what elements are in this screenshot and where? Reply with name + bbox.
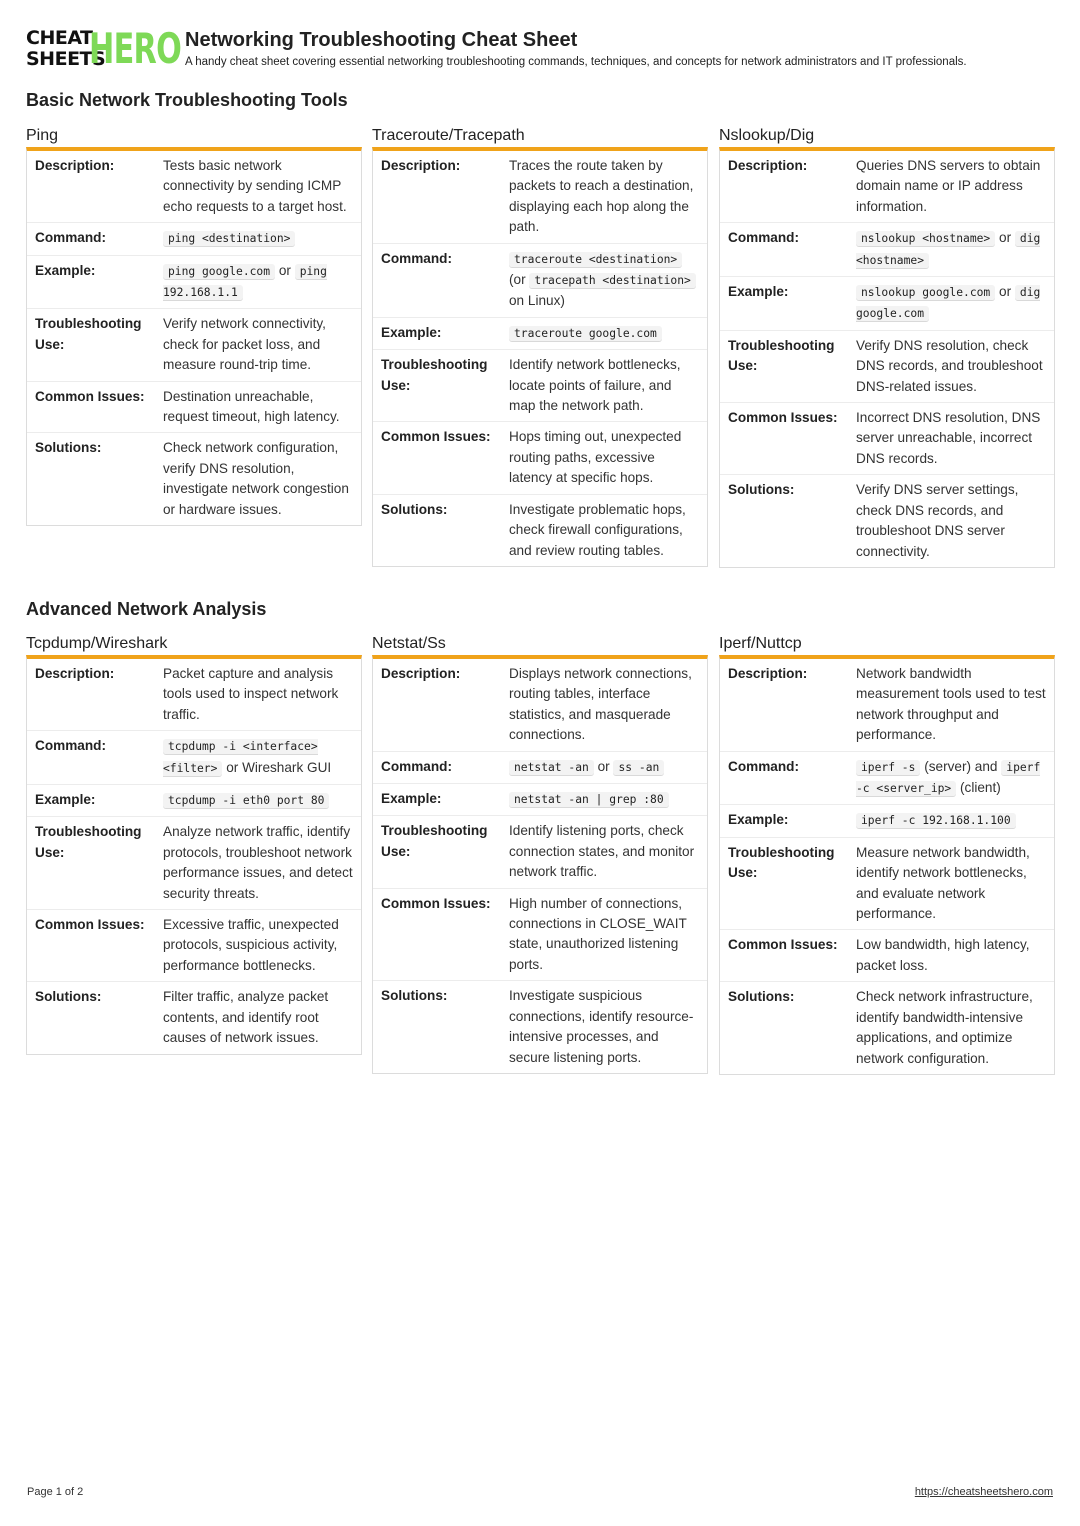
row-label: Solutions: [373, 494, 501, 566]
row-label: Common Issues: [720, 403, 848, 475]
table-row [720, 223, 1054, 277]
table-row [27, 255, 361, 309]
row-value: Displays network connections, routing tables, interface statistics, and masquerade connections. [509, 666, 692, 743]
table-row [27, 309, 361, 381]
row-value: Investigate suspicious connections, identify resource-intensive processes, and secure listening ports. [501, 981, 707, 1073]
card-ping [26, 125, 362, 526]
row-label: Troubleshooting Use: [373, 816, 501, 888]
row-label: Command: [373, 243, 501, 317]
row-label: Solutions: [720, 982, 848, 1074]
inline-text: on Linux) [509, 293, 565, 309]
table-row [27, 433, 361, 525]
inline-text: or Wireshark GUI [226, 759, 332, 775]
row-value: Investigate problematic hops, check firewall configurations, and review routing tables. [501, 494, 707, 566]
code-snippet: traceroute google.com [509, 326, 662, 341]
card-title: Iperf/Nuttcp [719, 635, 802, 652]
row-value: Identify listening ports, check connection states, and monitor network traffic. [501, 816, 707, 888]
table-row [373, 350, 707, 422]
code-snippet: netstat -an [509, 760, 594, 775]
row-value: Hops timing out, unexpected routing paths, excessive latency at specific hops. [501, 422, 707, 494]
row-value: Network bandwidth measurement tools used to test network throughput and performance. [856, 666, 1046, 743]
table-row [720, 330, 1054, 402]
table-row [373, 422, 707, 494]
inline-text: or [597, 758, 610, 774]
row-label: Common Issues: [373, 888, 501, 981]
card-title: Traceroute/Tracepath [372, 127, 525, 144]
table-row [27, 817, 361, 910]
row-value: High number of connections, connections in CLOSE_WAIT state, unauthorized listening ports. [501, 888, 707, 981]
row-value: Check network configuration, verify DNS resolution, investigate network congestion or hardware issues. [155, 433, 361, 525]
code-snippet: tcpdump -i <interface> <filter> [163, 740, 318, 775]
code-snippet: nslookup <hostname> [856, 231, 995, 246]
code-snippet: dig google.com [856, 286, 1041, 321]
row-label: Description: [381, 158, 461, 173]
row-label: Command: [720, 751, 848, 805]
table-row [373, 151, 707, 243]
table-row [373, 981, 707, 1073]
page-header [26, 24, 1056, 74]
page-number: Page 1 of 2 [27, 1486, 84, 1498]
row-value: Check network infrastructure, identify bandwidth-intensive applications, and optimize network configuration. [848, 982, 1054, 1074]
table-row [720, 837, 1054, 930]
card-table [372, 147, 708, 567]
code-snippet: traceroute <destination> [509, 252, 682, 267]
inline-text: (client) [960, 780, 1001, 796]
code-snippet: ping 192.168.1.1 [163, 264, 327, 300]
code-snippet: ping google.com [163, 264, 275, 279]
code-snippet: ping <destination> [163, 231, 295, 246]
row-value [155, 731, 361, 785]
table-row [373, 888, 707, 981]
row-label: Troubleshooting Use: [27, 817, 155, 910]
row-label: Description: [35, 666, 115, 681]
row-value: Verify network connectivity, check for packet loss, and measure round-trip time. [155, 309, 361, 381]
row-label: Command: [27, 731, 155, 785]
row-value [848, 277, 1054, 331]
card-traceroute-tracepath [372, 125, 708, 567]
card-tcpdump-wireshark [26, 633, 362, 1055]
row-label: Example: [373, 317, 501, 349]
page-subtitle: A handy cheat sheet covering essential networking troubleshooting commands, techniques, and concepts for network administrators and IT professionals. [185, 56, 967, 68]
table-row [720, 930, 1054, 982]
page-title: Networking Troubleshooting Cheat Sheet [185, 29, 578, 51]
row-value [848, 223, 1054, 277]
row-label: Description: [35, 158, 115, 173]
card-table [719, 147, 1055, 568]
section-title-advanced: Advanced Network Analysis [26, 599, 267, 619]
row-value: Destination unreachable, request timeout, high latency. [155, 381, 361, 433]
code-snippet: ss -an [613, 760, 664, 775]
table-row [720, 805, 1054, 837]
row-label: Command: [720, 223, 848, 277]
row-value [501, 243, 707, 317]
inline-text: or [999, 284, 1012, 300]
table-row [720, 151, 1054, 223]
row-label: Common Issues: [720, 930, 848, 982]
code-snippet: netstat -an | grep :80 [509, 792, 669, 807]
card-nslookup-dig [719, 125, 1055, 568]
row-label: Description: [728, 158, 808, 173]
card-title: Tcpdump/Wireshark [26, 635, 168, 652]
row-label: Common Issues: [27, 381, 155, 433]
card-title: Netstat/Ss [372, 635, 446, 652]
table-row [27, 659, 361, 731]
table-row [373, 317, 707, 349]
row-value [501, 317, 707, 349]
row-value [848, 805, 1054, 837]
code-snippet: dig <hostname> [856, 232, 1041, 267]
table-row [720, 403, 1054, 475]
table-row [720, 659, 1054, 751]
row-value [155, 785, 361, 817]
row-value: Measure network bandwidth, identify network bottlenecks, and evaluate network performance. [848, 837, 1054, 930]
table-row [720, 751, 1054, 805]
card-table [26, 147, 362, 526]
inline-text: or [278, 262, 291, 278]
cheatsheetshero-logo[interactable] [26, 24, 182, 73]
table-row [720, 277, 1054, 331]
row-label: Troubleshooting Use: [373, 350, 501, 422]
table-row [27, 910, 361, 982]
row-value [848, 751, 1054, 805]
table-row [27, 785, 361, 817]
site-link[interactable]: https://cheatsheetshero.com [914, 1486, 1053, 1498]
row-label: Description: [728, 666, 808, 681]
row-label: Common Issues: [373, 422, 501, 494]
row-value: Verify DNS resolution, check DNS records, and troubleshoot DNS-related issues. [848, 330, 1054, 402]
row-label: Common Issues: [27, 910, 155, 982]
row-value: Tests basic network connectivity by sending ICMP echo requests to a target host. [163, 158, 347, 214]
card-iperf-nuttcp [719, 633, 1055, 1075]
row-label: Example: [373, 784, 501, 816]
row-value: Identify network bottlenecks, locate points of failure, and map the network path. [501, 350, 707, 422]
row-value [501, 784, 707, 816]
table-row [27, 381, 361, 433]
inline-text: (server) and [924, 758, 998, 774]
table-row [373, 659, 707, 751]
row-label: Example: [720, 805, 848, 837]
row-label: Command: [373, 751, 501, 783]
card-title: Ping [26, 127, 59, 144]
row-value: Verify DNS server settings, check DNS records, and troubleshoot DNS server connectivity. [848, 475, 1054, 567]
code-snippet: iperf -c 192.168.1.100 [856, 813, 1016, 828]
table-row [27, 223, 361, 255]
section-title-basic: Basic Network Troubleshooting Tools [26, 90, 348, 110]
row-value: Analyze network traffic, identify protocols, troubleshoot network performance issues, and detect security threats. [155, 817, 361, 910]
row-label: Troubleshooting Use: [720, 330, 848, 402]
card-table [372, 655, 708, 1074]
table-row [373, 751, 707, 783]
code-snippet: nslookup google.com [856, 285, 995, 300]
row-label: Troubleshooting Use: [720, 837, 848, 930]
row-label: Description: [381, 666, 461, 681]
card-table [26, 655, 362, 1055]
row-value: Queries DNS servers to obtain domain name or IP address information. [856, 158, 1041, 214]
row-value: Packet capture and analysis tools used to inspect network traffic. [163, 666, 339, 722]
row-value [501, 751, 707, 783]
table-row [373, 243, 707, 317]
row-value: Incorrect DNS resolution, DNS server unreachable, incorrect DNS records. [848, 403, 1054, 475]
inline-text: or [999, 230, 1012, 246]
logo-sheets-text: SHEETS [26, 48, 106, 70]
table-row [27, 151, 361, 223]
inline-text: (or [509, 272, 526, 288]
code-snippet: iperf -c <server_ip> [856, 760, 1041, 796]
row-label: Solutions: [27, 433, 155, 525]
card-netstat-ss [372, 633, 708, 1074]
row-label: Example: [27, 255, 155, 309]
row-value [155, 255, 361, 309]
table-row [720, 982, 1054, 1074]
table-row [373, 816, 707, 888]
row-value: Excessive traffic, unexpected protocols, suspicious activity, performance bottlenecks. [155, 910, 361, 982]
code-snippet: tracepath <destination> [529, 273, 695, 288]
card-title: Nslookup/Dig [719, 127, 815, 144]
code-snippet: tcpdump -i eth0 port 80 [163, 793, 329, 808]
table-row [373, 494, 707, 566]
logo-hero-text: HERO [89, 24, 182, 73]
row-label: Example: [720, 277, 848, 331]
table-row [373, 784, 707, 816]
row-label: Example: [27, 785, 155, 817]
table-row [720, 475, 1054, 567]
row-label: Solutions: [27, 982, 155, 1054]
row-label: Troubleshooting Use: [27, 309, 155, 381]
table-row [27, 982, 361, 1054]
row-label: Solutions: [373, 981, 501, 1073]
code-snippet: iperf -s [856, 760, 920, 775]
row-value: Filter traffic, analyze packet contents, and identify root causes of network issues. [155, 982, 361, 1054]
table-row [27, 731, 361, 785]
row-label: Command: [27, 223, 155, 255]
row-label: Solutions: [720, 475, 848, 567]
row-value: Traces the route taken by packets to reach a destination, displaying each hop along the path. [509, 158, 694, 235]
card-table [719, 655, 1055, 1075]
row-value [155, 223, 361, 255]
row-value: Low bandwidth, high latency, packet loss. [848, 930, 1054, 982]
logo-cheat-text: CHEAT [26, 27, 93, 49]
